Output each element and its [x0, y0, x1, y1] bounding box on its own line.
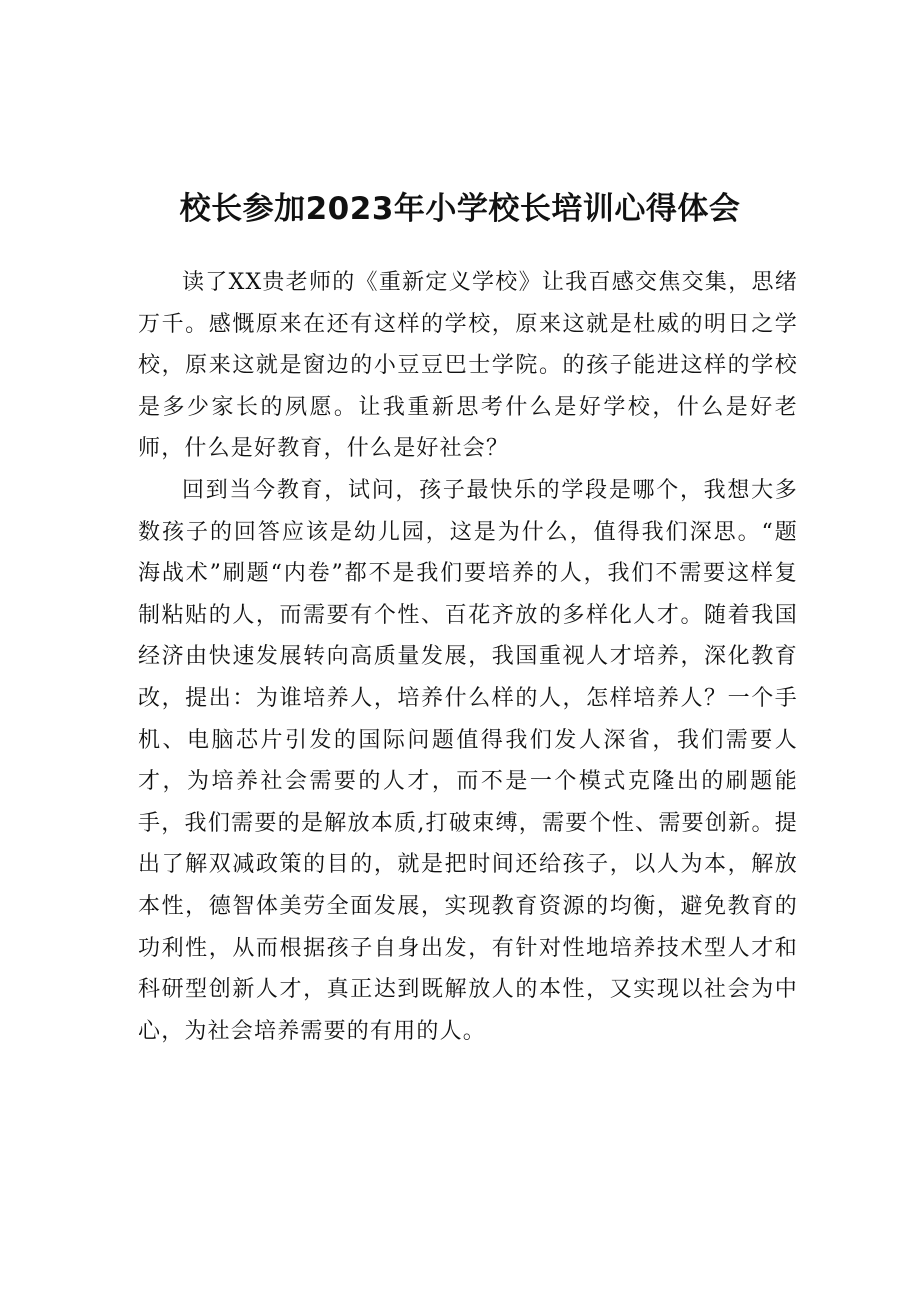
- document-body: [138, 262, 798, 1052]
- paragraph-2: 回到当今教育，试问，孩子最快乐的学段是哪个，我想大多数孩子的回答应该是幼儿园，这是为什么，值得我们深思。“题海战术”刷题“内卷”都不是我们要培养的人，我们不需要这样复制粘贴的人，而需要有个性、百花齐放的多样化人才。随着我国经济由快速发展转向高质量发展，我国重视人才培养，深化教育改，提出：为谁培养人，培养什么样的人，怎样培养人？一个手机、电脑芯片引发的国际问题值得我们发人深省，我们需要人才，为培养社会需要的人才，而不是一个模式克隆出的刷题能手，我们需要的是解放本质,打破束缚，需要个性、需要创新。提出了解双减政策的目的，就是把时间还给孩子，以人为本，解放本性，德智体美劳全面发展，实现教育资源的均衡，避免教育的功利性，从而根据孩子自身出发，有针对性地培养技术型人才和科研型创新人才，真正达到既解放人的本性，又实现以社会为中心，为社会培养需要的有用的人。: [138, 477, 798, 1044]
- paragraph-1: 读了XX贵老师的《重新定义学校》让我百感交焦交集，思绪万千。感慨原来在还有这样的学校，原来这就是杜威的明日之学校，原来这就是窗边的小豆豆巴士学院。的孩子能进这样的学校是多少家长的夙愿。让我重新思考什么是好学校，什么是好老师，什么是好教育，什么是好社会？: [138, 270, 798, 462]
- document-title: 校长参加2023年小学校长培训心得体会: [179, 190, 741, 227]
